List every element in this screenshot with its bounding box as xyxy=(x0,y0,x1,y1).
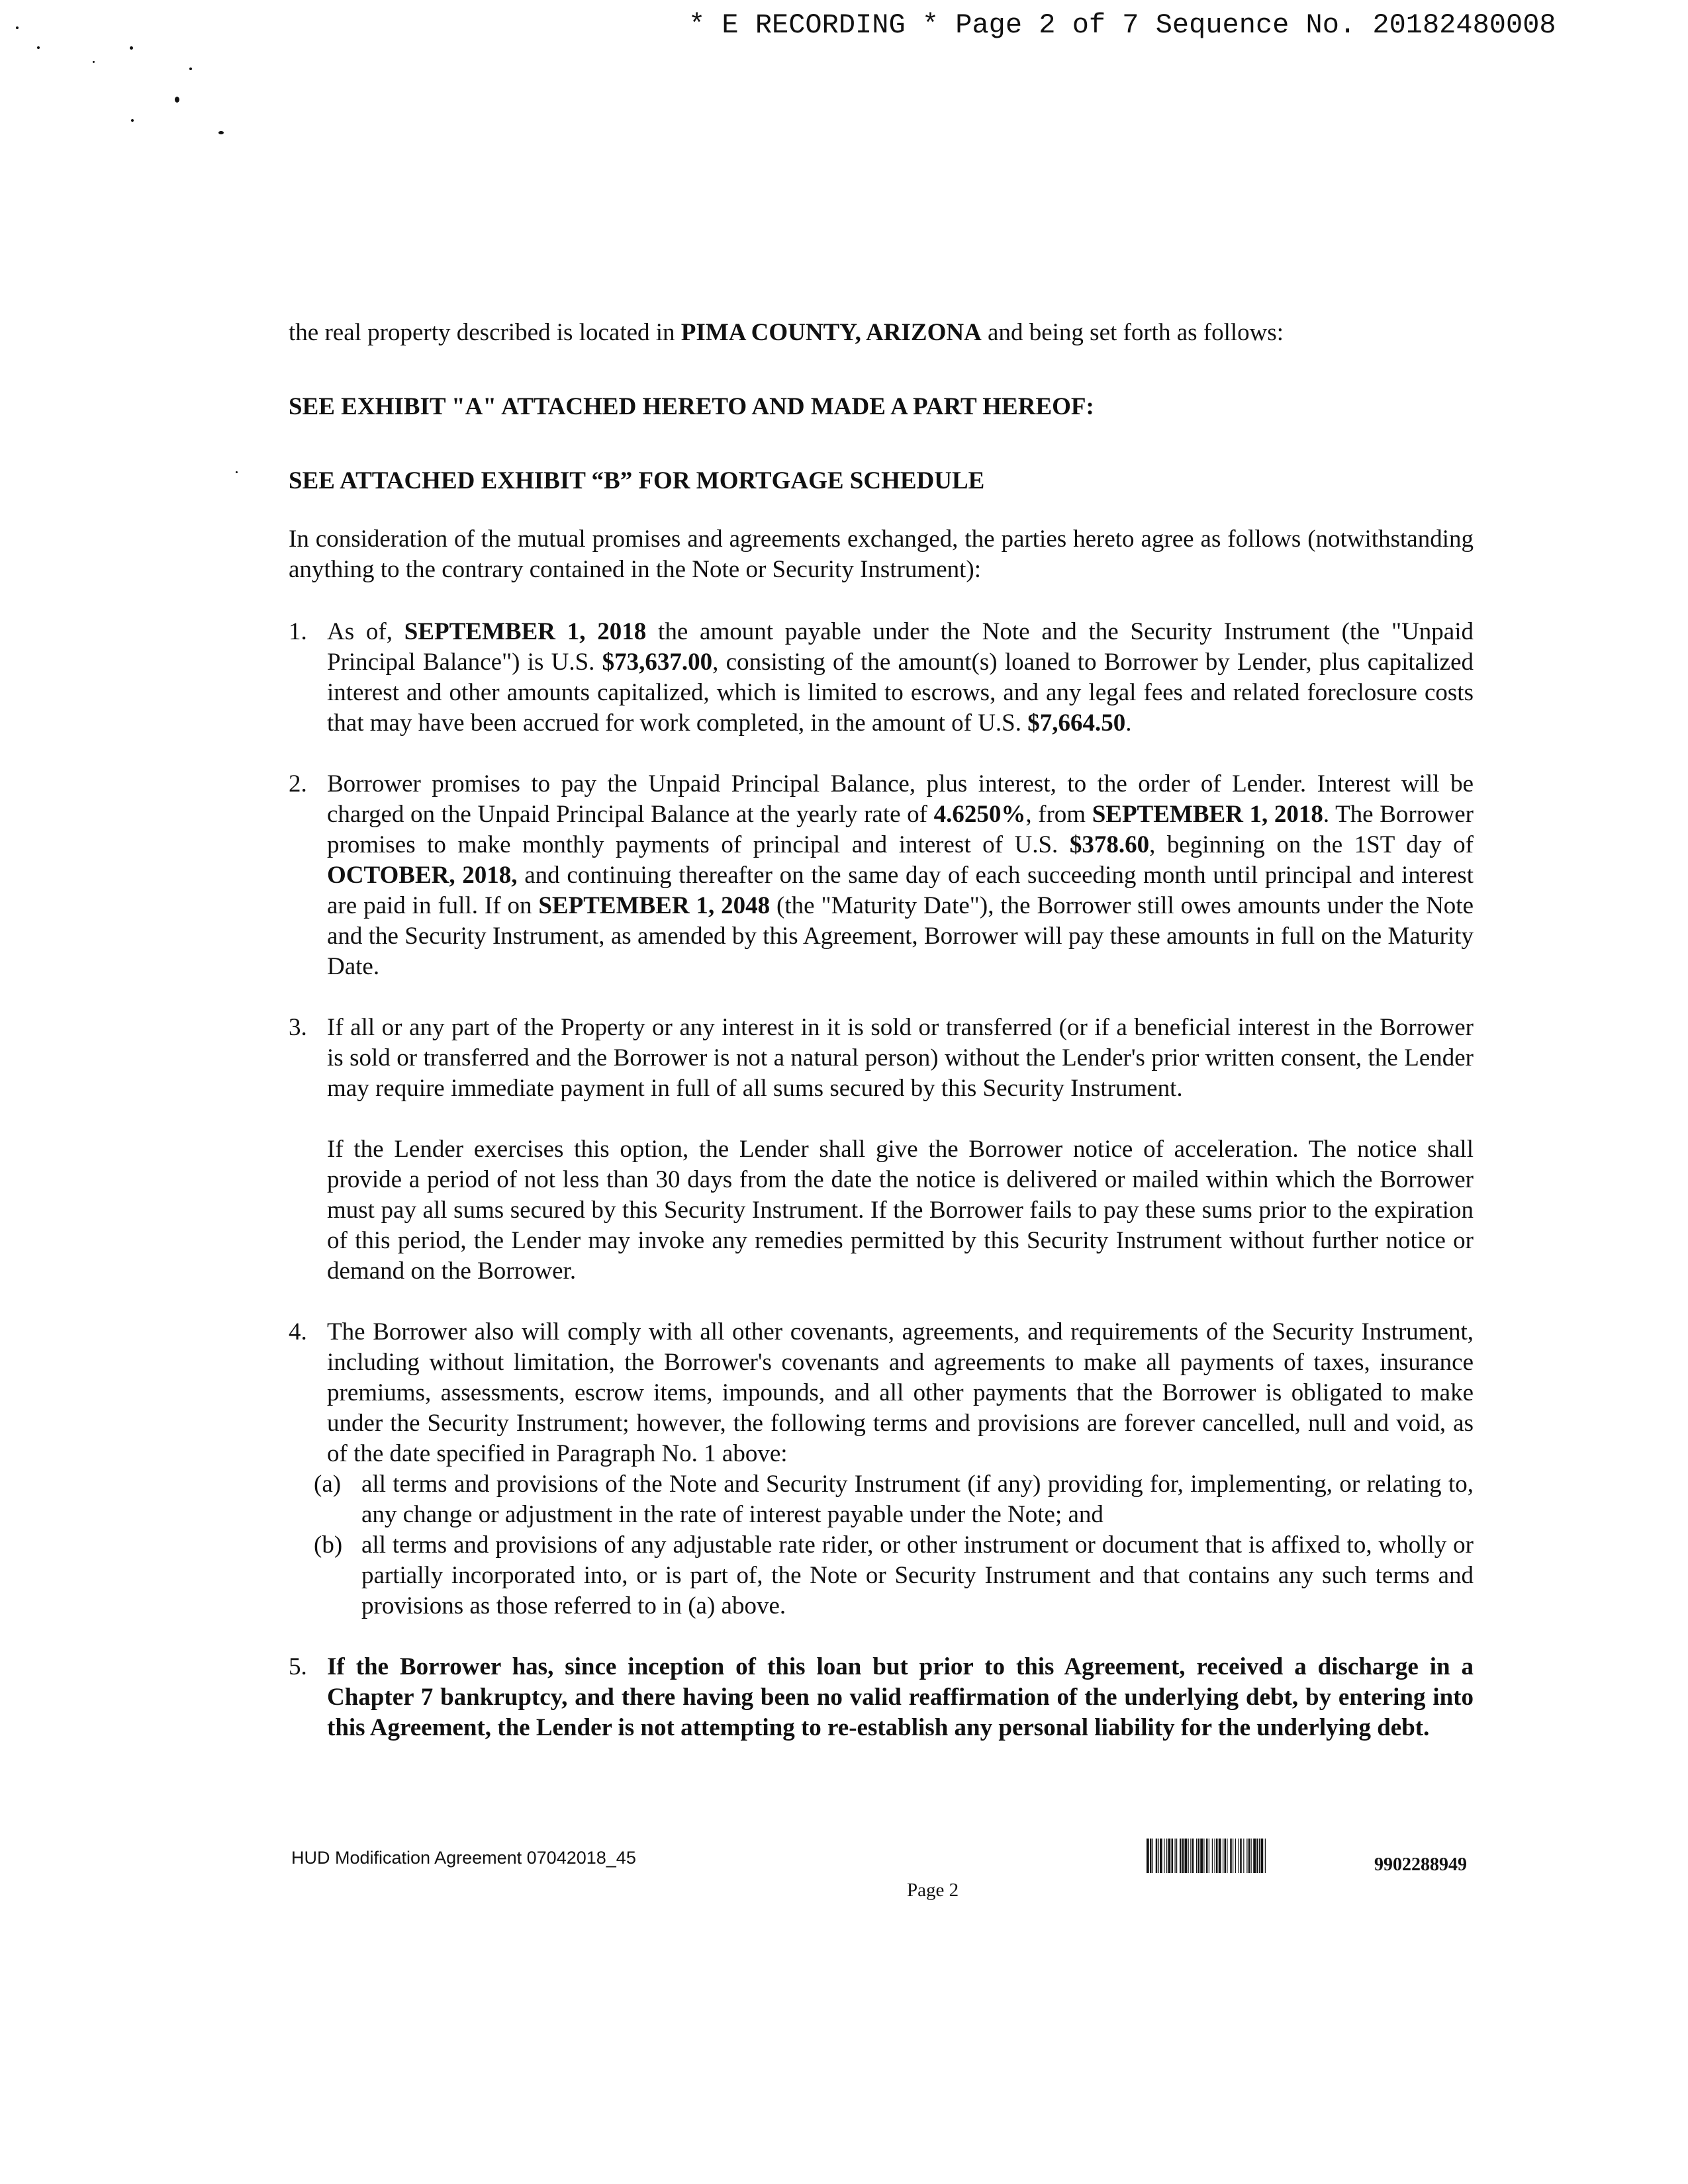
clause-3-paragraph-1: If all or any part of the Property or any interest in it is sold or transferred (or if a beneficial interest in the Borrower is sold or transferred and the Borrower is not a natural person) without the Lender's prior written consent, the Lender may require immediate payment in full of all sums secured by this Security Instrument. xyxy=(327,1014,1474,1102)
clause-text: . The Borrower promises to make monthly payments of principal and interest of U.S. xyxy=(327,801,1474,858)
effective-date: SEPTEMBER 1, 2018 xyxy=(404,618,647,645)
subclause-b-text: all terms and provisions of any adjustable rate rider, or other instrument or document that is affixed to, wholly or partially incorporated into, or is part of, the Note or Security Instrument and that contains any such terms and provisions as those referred to in (a) above. xyxy=(361,1531,1474,1619)
clause-number: 5. xyxy=(289,1653,307,1680)
intro-paragraph: In consideration of the mutual promises and agreements exchanged, the parties hereto agree as follows (notwithstanding anything to the contrary contained in the Note or Security Instrument): xyxy=(289,525,1474,583)
clause-text: . xyxy=(1125,709,1132,737)
clause-number: 1. xyxy=(289,618,307,645)
clause-text: (the "Maturity Date"), the Borrower still owes amounts under the Note and the Security Instrument, as amended by this Agreement, Borrower will pay these amounts in full on the Maturity Date. xyxy=(327,892,1474,980)
clause-4-paragraph: The Borrower also will comply with all other covenants, agreements, and requirements of the Security Instrument, including without limitation, the Borrower's covenants and agreements to make all payments of taxes, insurance premiums, assessments, escrow items, impounds, and all other payments that the Borrower is obligated to make under the Security Instrument; however, the following terms and provisions are forever cancelled, null and void, as of the date specified in Paragraph No. 1 above: xyxy=(327,1318,1474,1467)
scan-speck xyxy=(130,46,133,50)
form-identifier: HUD Modification Agreement 07042018_45 xyxy=(291,1848,636,1868)
document-barcode xyxy=(1147,1839,1467,1873)
scan-speck xyxy=(16,26,19,29)
clause-number: 4. xyxy=(289,1318,307,1345)
clause-text: Borrower promises to pay the Unpaid Principal Balance, plus interest, to the order of Lender. Interest will be charged on the Unpaid Principal Balance at the yearly rate of xyxy=(327,770,1474,828)
clause-5 xyxy=(289,1652,1474,1743)
subclause-b xyxy=(314,1530,1474,1621)
scan-speck xyxy=(175,97,179,103)
scan-speck xyxy=(236,471,238,473)
clause-2 xyxy=(289,769,1474,982)
clause-3-text xyxy=(327,1013,1474,1287)
document-body xyxy=(289,318,1474,1774)
subclause-a-text: all terms and provisions of the Note and Security Instrument (if any) providing for, implementing, or relating to, any change or adjustment in the rate of interest payable under the Note; and xyxy=(361,1471,1474,1528)
clause-number: 2. xyxy=(289,770,307,797)
interest-start-date: SEPTEMBER 1, 2018 xyxy=(1092,801,1323,828)
clause-4 xyxy=(289,1317,1474,1621)
first-payment-month: OCTOBER, 2018, xyxy=(327,862,518,889)
location-text: the real property described is located in xyxy=(289,319,681,346)
property-location-line xyxy=(289,318,1474,348)
monthly-payment: $378.60 xyxy=(1069,831,1150,858)
clause-text: , beginning on the 1ST day of xyxy=(1149,831,1474,858)
subclause-label: (b) xyxy=(314,1531,343,1559)
capitalized-amount: $7,664.50 xyxy=(1027,709,1126,737)
scan-speck xyxy=(93,61,95,63)
clause-text: the amount payable under the Note and the Security Instrument (the "Unpaid Principal Balance") is U.S. xyxy=(327,618,1474,676)
subclause-label: (a) xyxy=(314,1471,342,1498)
exhibit-a-heading: SEE EXHIBIT "A" ATTACHED HERETO AND MADE A PART HEREOF: xyxy=(289,393,1094,420)
clause-text: , from xyxy=(1025,801,1092,828)
clause-number: 3. xyxy=(289,1014,307,1041)
subclause-a xyxy=(314,1469,1474,1530)
clause-1-text xyxy=(327,617,1474,739)
scan-speck xyxy=(131,119,134,122)
clause-2-text xyxy=(327,769,1474,982)
exhibit-b-heading: SEE ATTACHED EXHIBIT “B” FOR MORTGAGE SCHEDULE xyxy=(289,467,985,494)
interest-rate: 4.6250% xyxy=(933,801,1026,828)
clause-1 xyxy=(289,617,1474,739)
clause-text: , consisting of the amount(s) loaned to Borrower by Lender, plus capitalized interest and other amounts capitalized, which is limited to escrows, and any legal fees and related foreclosure costs that may have been accrued for work completed, in the amount of U.S. xyxy=(327,649,1474,737)
barcode-icon xyxy=(1147,1839,1372,1873)
recording-stamp: * E RECORDING * Page 2 of 7 Sequence No. 20182480008 xyxy=(688,9,1556,41)
clause-text: As of, xyxy=(327,618,404,645)
scan-speck xyxy=(37,46,40,49)
barcode-number: 9902288949 xyxy=(1374,1854,1467,1875)
clause-3-paragraph-2: If the Lender exercises this option, the Lender shall give the Borrower notice of acceleration. The notice shall provide a period of not less than 30 days from the date the notice is delivered or mailed within which the Borrower must pay all sums secured by this Security Instrument. If the Borrower fails to pay these sums prior to the expiration of this period, the Lender may invoke any remedies permitted by this Security Instrument without further notice or demand on the Borrower. xyxy=(327,1136,1474,1285)
location-county: PIMA COUNTY, ARIZONA xyxy=(680,319,982,346)
clause-3 xyxy=(289,1013,1474,1287)
clause-4-text xyxy=(314,1317,1474,1621)
clause-5-text xyxy=(327,1652,1474,1743)
clause-text: and continuing thereafter on the same day of each succeeding month until principal and interest are paid in full. If on xyxy=(327,862,1474,919)
bankruptcy-notice: If the Borrower has, since inception of this loan but prior to this Agreement, received a discharge in a Chapter 7 bankruptcy, and there having been no valid reaffirmation of the underlying debt, by entering into this Agreement, the Lender is not attempting to re-establish any personal liability for the underlying debt. xyxy=(327,1653,1474,1741)
unpaid-principal-balance: $73,637.00 xyxy=(602,649,713,676)
location-text-end: and being set forth as follows: xyxy=(981,319,1284,346)
page-number: Page 2 xyxy=(907,1880,959,1901)
scan-speck xyxy=(189,68,192,70)
maturity-date: SEPTEMBER 1, 2048 xyxy=(538,892,771,919)
scan-speck xyxy=(218,131,224,134)
